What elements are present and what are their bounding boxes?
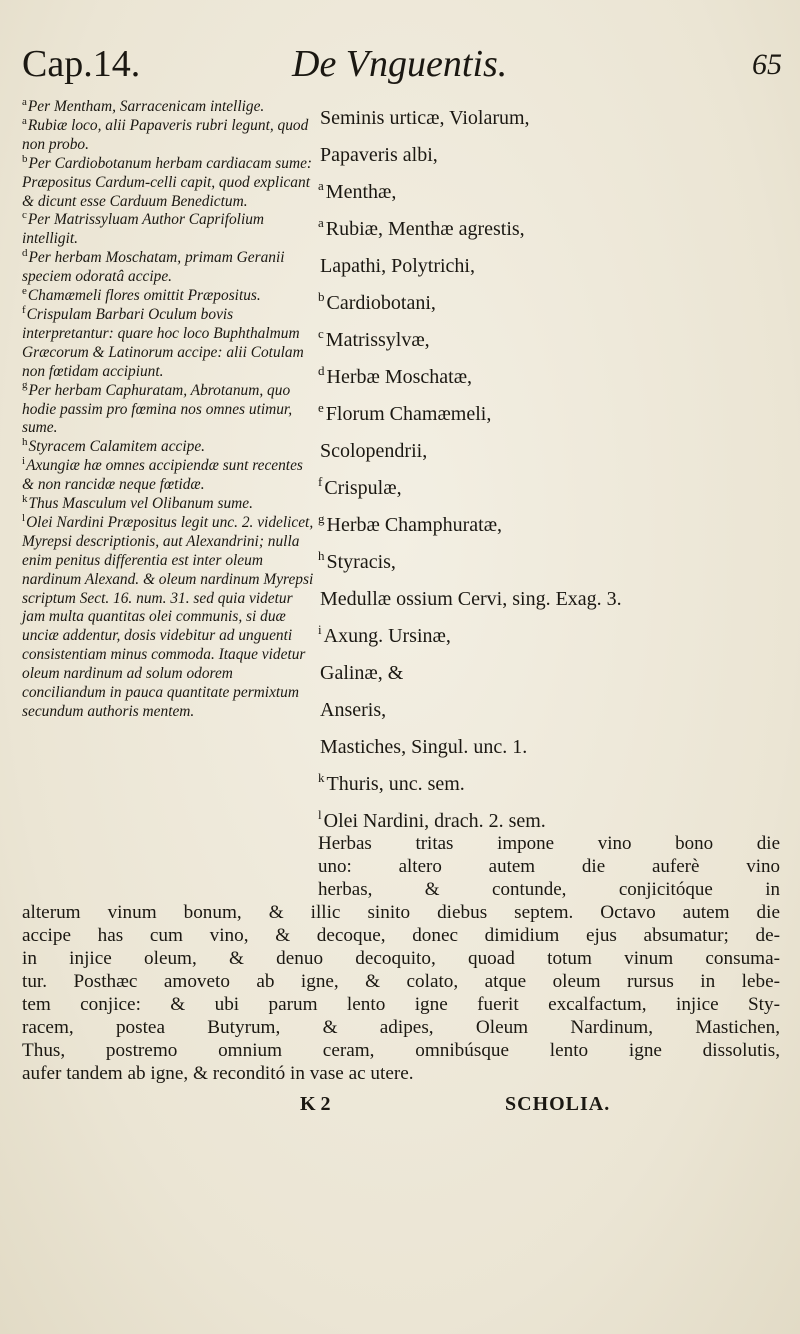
ingredient-line: $^l$ Olei Nardini, drach. 2. sem. [318,807,546,832]
ingredient-line: $^b$ Cardiobotani, [318,289,436,314]
note-item: $^f$Crispulam Barbari Oculum bovis interpretantur: quare hoc loco Buphthalmum Græcorum & Latinorum accipe: alii Cotulam non fœtidam accipiunt. [22,303,304,380]
ingredient-line: $^g$ Herbæ Champhuratæ, [318,511,503,536]
instructions-column [318,832,780,901]
note-item: $^b$Per Cardiobotanum herbam cardiacam sume: Præpositus Cardum-celli capit, quod explicant & dicunt esse Carduum Benedictum. [22,152,313,210]
signature-mark: K 2 [300,1093,331,1115]
page-title: De Vnguentis. [292,43,508,85]
note-item: $^k$Thus Masculum vel Olibanum sume. [22,492,253,513]
ingredient-line: $^k$ Thuris, unc. sem. [318,770,465,795]
note-item: $^h$Styracem Calamitem accipe. [22,436,206,456]
ingredient-line: $^d$ Herbæ Moschatæ, [318,363,473,388]
text-line: Herbas tritas impone vino bono die [318,833,780,854]
ingredient-line: $^i$ Axung. Ursinæ, [318,622,451,647]
page-number: 65 [752,48,782,81]
note-item: $^i$Axungiæ hæ omnes accipiendæ sunt recentes & non rancidæ neque fœtidæ. [22,455,303,494]
note-item: $^c$Per Matrissyluam Author Caprifolium intelligit. [22,209,265,248]
note-item: $^g$Per herbam Caphuratam, Abrotanum, quo hodie passim pro fœmina nos omnes utimur, sume. [22,379,293,437]
ingredient-line: Medullæ ossium Cervi, sing. Exag. 3. [320,588,622,610]
catchword: SCHOLIA. [505,1093,611,1115]
ingredient-line: $^c$ Matrissylvæ, [318,326,430,351]
ingredient-line: $^e$ Florum Chamæmeli, [318,400,492,425]
note-item: $^d$Per herbam Moschatam, primam Geranii speciem odoratâ accipe. [22,247,285,286]
text-line: racem, postea Butyrum, & adipes, Oleum Nardinum, Mastichen, [22,1017,780,1038]
note-item: $^e$Chamæmeli flores omittit Præpositus. [22,284,261,305]
ingredient-line: Lapathi, Polytrichi, [320,255,475,277]
ingredient-line: Mastiches, Singul. unc. 1. [320,736,528,758]
running-head [22,42,782,92]
text-line: alterum vinum bonum, & illic sinito diebus septem. Octavo autem die [22,902,780,923]
ingredient-line: Galinæ, & [320,662,404,684]
text-line: Thus, postremo omnium ceram, omnibúsque lento igne dissolutis, [22,1040,780,1061]
text-line: uno: altero autem die auferè vino [318,856,780,877]
instructions-body [22,901,780,1085]
text-line: accipe has cum vino, & decoque, donec dimidium ejus absumatur; de- [22,925,780,946]
ingredient-line: Seminis urticæ, Violarum, [320,107,530,129]
chapter-label: Cap.14. [22,43,141,85]
text-line: in injice oleum, & denuo decoquito, quoad totum vinum consuma- [22,948,780,969]
text-line: aufer tandem ab igne, & reconditó in vase ac utere. [22,1063,414,1084]
marginal-notes [22,95,314,722]
ingredient-line: $^a$ Rubiæ, Menthæ agrestis, [318,215,525,240]
text-line: herbas, & contunde, conjicitóque in [318,879,780,900]
ingredient-line: Papaveris albi, [320,144,438,166]
text-line: tem conjice: & ubi parum lento igne fuerit excalfactum, injice Sty- [22,994,780,1015]
note-item: $^l$Olei Nardini Præpositus legit unc. 2. videlicet, Myrepsi descriptionis, aut Alexandrini; nulla enim penitus differentia est inter oleum nardinum Alexand. & oleum nardinum Myrepsi scriptum Sect. 16. num. 31. sed quia videtur jam multa quantitas olei communis, si duæ unciæ addentur, dosis videbitur ad unguenti consistentiam minus commoda. Itaque videtur oleum nardinum ad solum odorem conciliandum in pauca quantitate permixtum secundum authoris mentem. [22,511,314,720]
ingredient-line: $^f$ Crispulæ, [318,474,402,499]
ingredient-line: Scolopendrii, [320,440,428,462]
ingredient-list [318,100,778,840]
note-item: $^a$Per Mentham, Sarracenicam intellige. [22,95,265,115]
note-item: $^a$Rubiæ loco, alii Papaveris rubri legunt, quod non probo. [22,114,309,153]
ingredient-line: Anseris, [320,699,387,721]
ingredient-line: $^h$ Styracis, [318,548,396,573]
text-line: tur. Posthæc amoveto ab igne, & colato, atque oleum rursus in lebe- [22,971,780,992]
ingredient-line: $^a$ Menthæ, [318,178,397,203]
